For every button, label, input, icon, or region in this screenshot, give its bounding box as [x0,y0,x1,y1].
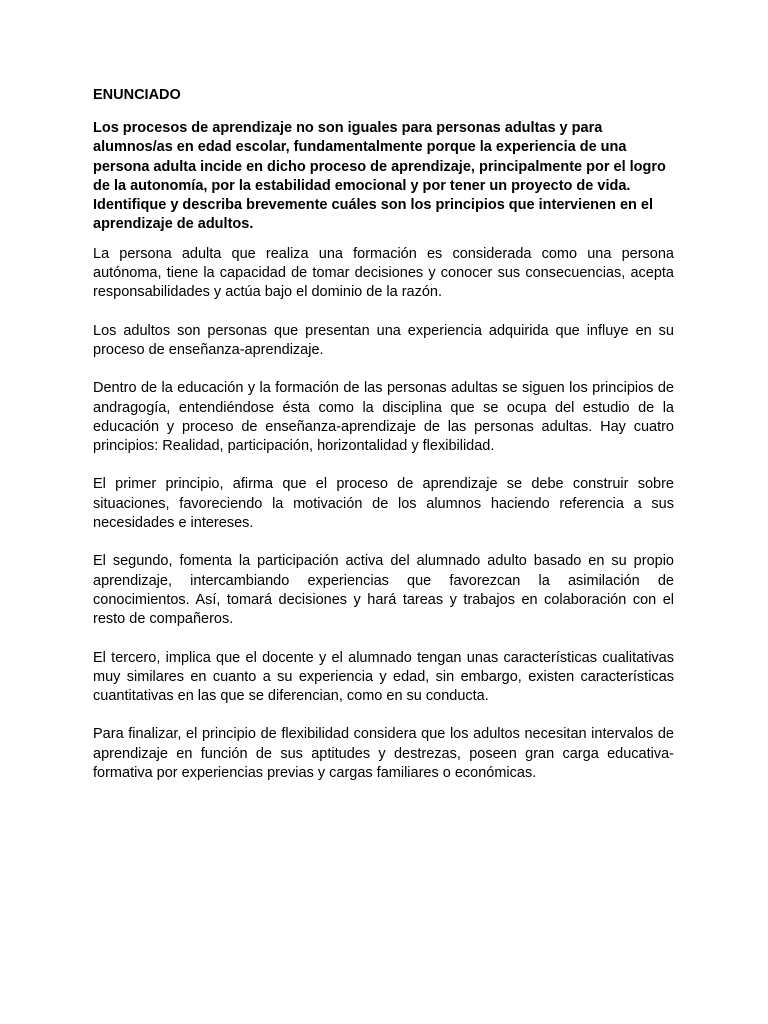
assignment-prompt: Los procesos de aprendizaje no son iguales para personas adultas y para alumnos/as en edad escolar, fundamentalmente porque la experiencia de una persona adulta incide en dicho proceso de aprendizaje, principalmente por el logro de la autonomía, por la estabilidad emocional y por tener un proyecto de vida. Identifique y describa brevemente cuáles son los principios que intervienen en el aprendizaje de adultos. [93,120,666,233]
paragraph-third-principle: El tercero, implica que el docente y el alumnado tengan unas características cualitativas muy similares en cuanto a su experiencia y edad, sin embargo, existen características cuantitativas en las que se diferencian, como en su conducta. [93,649,674,705]
document-heading: ENUNCIADO [93,87,181,103]
paragraph-first-principle: El primer principio, afirma que el proceso de aprendizaje se debe construir sobre situaciones, favoreciendo la motivación de los alumnos haciendo referencia a sus necesidades e intereses. [93,476,674,532]
paragraph-experience: Los adultos son personas que presentan una experiencia adquirida que influye en su proceso de enseñanza-aprendizaje. [93,322,674,358]
paragraph-flexibility-principle: Para finalizar, el principio de flexibilidad considera que los adultos necesitan intervalos de aprendizaje en función de sus aptitudes y destrezas, poseen gran carga educativa-formativa por experiencias previas y cargas familiares o económicas. [93,726,674,782]
document-page [93,86,674,802]
paragraph-andragogy: Dentro de la educación y la formación de las personas adultas se siguen los principios de andragogía, entendiéndose ésta como la disciplina que se ocupa del estudio de la educación y proceso de enseñanza-aprendizaje de las personas adultas. Hay cuatro principios: Realidad, participación, horizontalidad y flexibilidad. [93,380,674,455]
paragraph-second-principle: El segundo, fomenta la participación activa del alumnado adulto basado en su propio aprendizaje, intercambiando experiencias que favorezcan la asimilación de conocimientos. Así, tomará decisiones y hará tareas y trabajos en colaboración con el resto de compañeros. [93,553,674,628]
paragraph-autonomy: La persona adulta que realiza una formación es considerada como una persona autónoma, tiene la capacidad de tomar decisiones y conocer sus consecuencias, acepta responsabilidades y actúa bajo el dominio de la razón. [93,245,674,301]
